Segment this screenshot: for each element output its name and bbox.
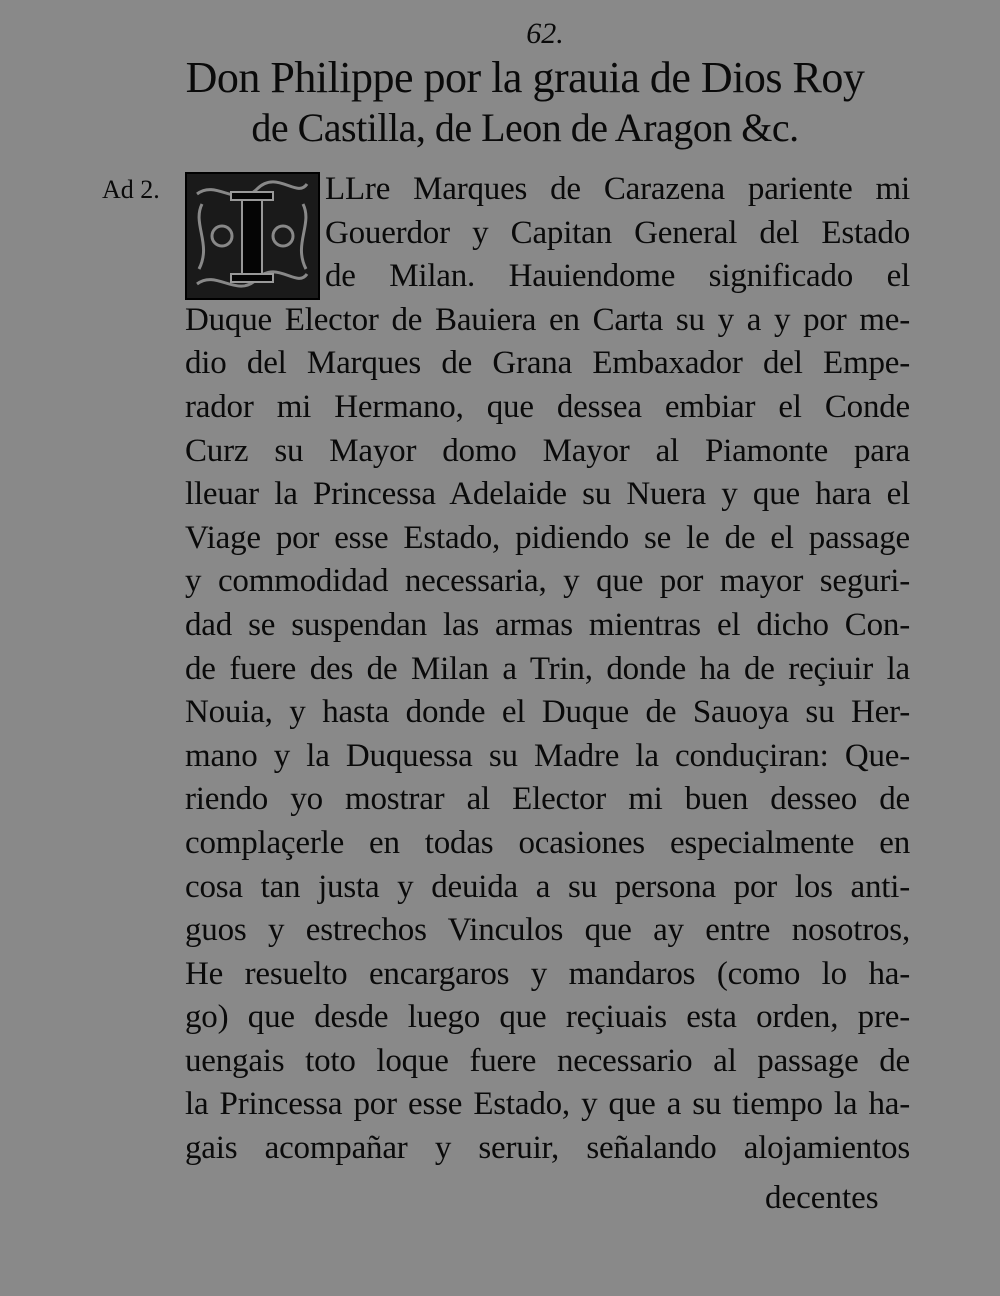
body-line: gais acompañar y seruir, señalando alojamientos [185,1130,910,1167]
body-line: He resuelto encargaros y mandaros (como lo ha- [185,955,910,992]
body-line: de fuere des de Milan a Trin, donde ha de reçiuir la [185,650,910,687]
body-line: riendo yo mostrar al Elector mi buen desseo de [185,781,910,818]
body-line: uengais toto loque fuere necessario al passage de [185,1042,910,1079]
body-line: y commodidad necessaria, y que por mayor seguri- [185,563,910,600]
body-line: Nouia, y hasta donde el Duque de Sauoya su Her- [185,694,910,731]
body-line: la Princessa por esse Estado, y que a su tiempo la ha- [185,1086,910,1123]
page-number: 62. [526,17,564,50]
body-line: lleuar la Princessa Adelaide su Nuera y que hara el [185,476,910,513]
body-line: dio del Marques de Grana Embaxador del Empe- [185,345,910,382]
page-title-line-1: Don Philippe por la grauia de Dios Roy [185,53,865,102]
body-line: Duque Elector de Bauiera en Carta su y a y por me- [185,301,910,338]
body-line: Gouerdor y Capitan General del Estado [325,214,910,251]
body-line: mano y la Duquessa su Madre la conduçiran: Que- [185,737,910,774]
body-line: complaçerle en todas ocasiones especialmente en [185,824,910,861]
body-line: dad se suspendan las armas mientras el dicho Con- [185,606,910,643]
page-title-line-2: de Castilla, de Leon de Aragon &c. [251,105,799,150]
body-text [185,168,910,1171]
catchword: decentes [765,1180,879,1216]
margin-note: Ad 2. [102,175,160,204]
body-line: cosa tan justa y deuida a su persona por los anti- [185,868,910,905]
body-line: guos y estrechos Vinculos que ay entre nosotros, [185,912,910,949]
body-line: de Milan. Hauiendome significado el [325,258,910,295]
body-line: LLre Marques de Carazena pariente mi [325,171,910,207]
body-line: rador mi Hermano, que dessea embiar el Conde [185,388,910,425]
body-line: Viage por esse Estado, pidiendo se le de el passage [185,519,910,556]
body-line: Curz su Mayor domo Mayor al Piamonte para [185,432,910,469]
body-line: go) que desde luego que reçiuais esta orden, pre- [185,999,910,1036]
